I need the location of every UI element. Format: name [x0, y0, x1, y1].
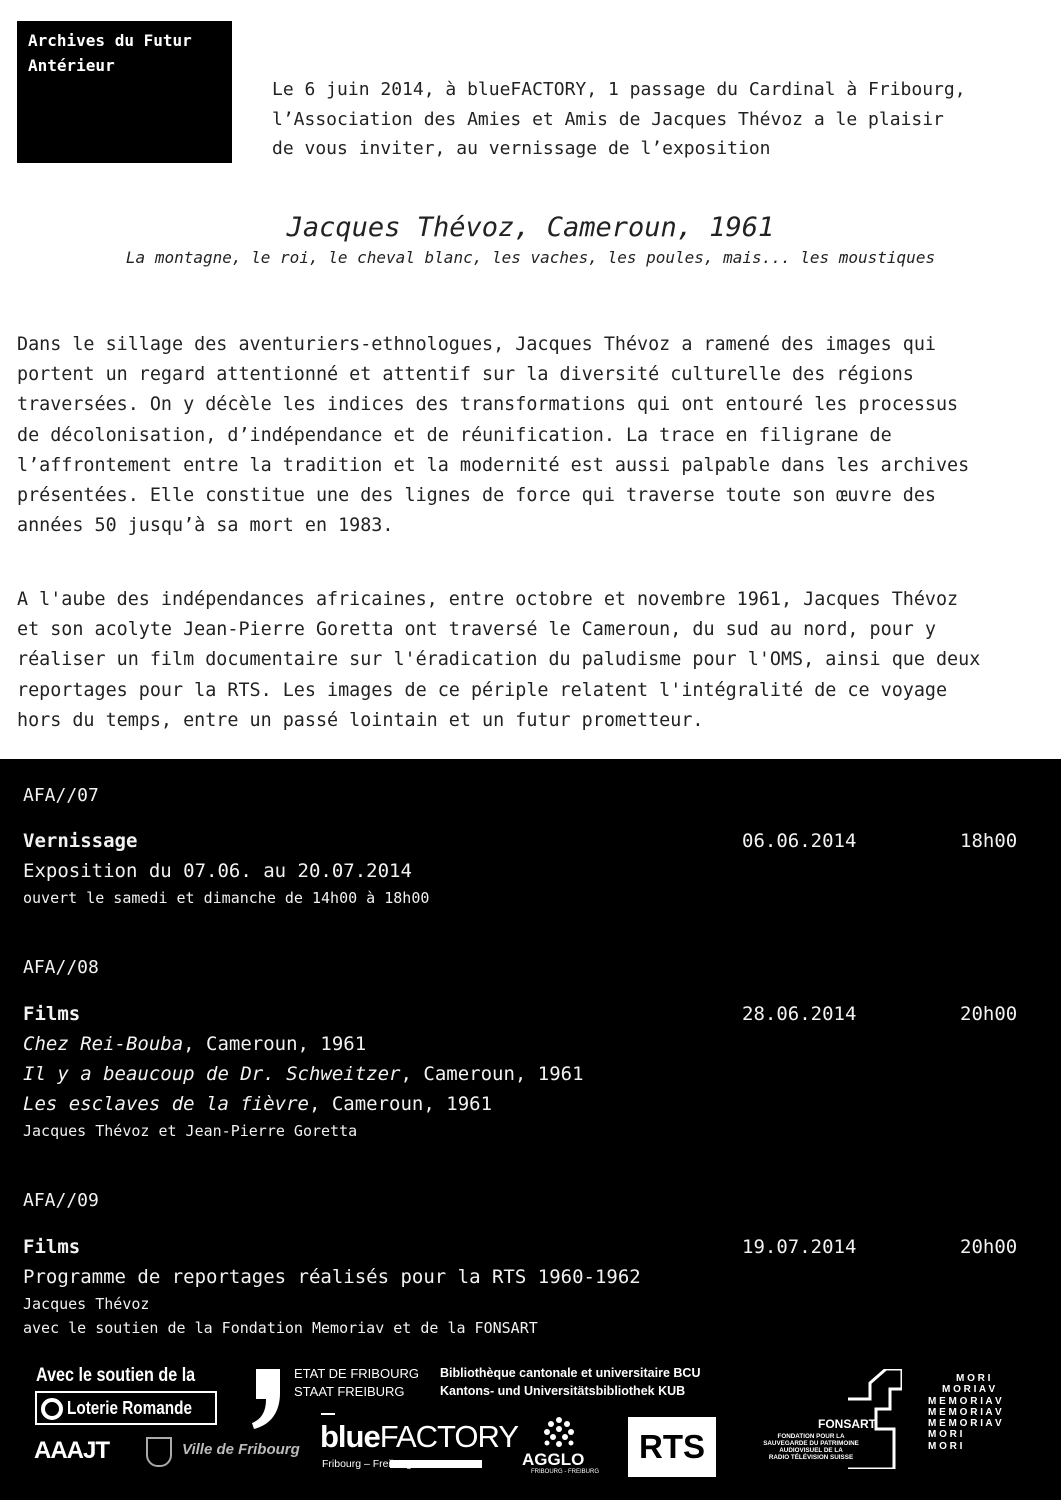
- paragraph-line: traversées. On y décèle les indices des transformations qui ont entouré les processus: [17, 394, 959, 416]
- intro-line-3: de vous inviter, au vernissage de l’exposition: [272, 138, 771, 159]
- brand-line-1: Archives du Futur: [28, 31, 192, 50]
- event-label: Films: [23, 1236, 81, 1258]
- memoriav-line: M E M O R I A V: [928, 1395, 1002, 1407]
- memoriav-line: M O R I: [956, 1373, 991, 1384]
- paragraph-2: [17, 585, 1057, 736]
- paragraph-line: A l'aube des indépendances africaines, entre octobre et novembre 1961, Jacques Thévoz: [17, 589, 959, 610]
- memoriav-line: M O R I: [928, 1429, 963, 1441]
- paragraph-line: l’affrontement entre la tradition et la modernité est aussi palpable dans les archives: [17, 454, 970, 476]
- film-item: [23, 1063, 584, 1085]
- ville-fribourg-logo: Ville de Fribourg: [182, 1441, 300, 1458]
- bcu-text-2: Kantons- und Universitätsbibliothek KUB: [440, 1384, 686, 1398]
- fonsart-sub-line: FONDATION POUR LA: [777, 1433, 845, 1440]
- event-credit: Jacques Thévoz: [23, 1295, 150, 1313]
- intro-line-2: l’Association des Amies et Amis de Jacques Thévoz a le plaisir: [272, 108, 944, 130]
- film-item: [23, 1033, 366, 1055]
- bluefactory-factory: FACTORY: [379, 1419, 519, 1454]
- event-date: 06.06.2014: [742, 830, 857, 852]
- event-label: Vernissage: [23, 830, 138, 852]
- fonsart-sub-line: SAUVEGARDE DU PATRIMOINE: [763, 1440, 859, 1447]
- memoriav-line: M O R I A V: [942, 1384, 996, 1396]
- paragraph-line: Dans le sillage des aventuriers-ethnologues, Jacques Thévoz a ramené des images qui: [17, 334, 936, 355]
- exhibition-title: Jacques Thévoz, Cameroun, 1961: [286, 212, 775, 243]
- event-code: AFA//07: [23, 785, 99, 806]
- agglo-logo: AGGLO: [522, 1450, 585, 1469]
- fonsart-sub: [746, 1433, 876, 1461]
- brand-line-2: Antérieur: [28, 56, 115, 75]
- bluefactory-blue: blue: [320, 1419, 380, 1454]
- paragraph-line: réaliser un film documentaire sur l'éradication du paludisme pour l'OMS, ainsi que deux: [17, 649, 981, 671]
- fonsart-logo: FONSART: [818, 1417, 876, 1431]
- intro-text: [272, 75, 1052, 164]
- paragraph-line: et son acolyte Jean-Pierre Goretta ont traversé le Cameroun, du sud au nord, pour y: [17, 619, 936, 641]
- etat-fribourg-text: ETAT DE FRIBOURG: [294, 1366, 419, 1381]
- soutien-text: Avec le soutien de la: [36, 1365, 196, 1386]
- film-title: Les esclaves de la fièvre: [23, 1093, 309, 1115]
- paragraph-1: [17, 330, 1057, 541]
- bluefactory-accent: [321, 1413, 335, 1415]
- event-support: avec le soutien de la Fondation Memoriav et de la FONSART: [23, 1319, 538, 1337]
- loterie-romande-logo: [35, 1391, 217, 1425]
- rts-logo: RTS: [628, 1417, 716, 1477]
- agglo-dots-icon: [542, 1417, 576, 1451]
- bcu-text-1: Bibliothèque cantonale et universitaire BCU: [440, 1366, 701, 1380]
- event-detail: Programme de reportages réalisés pour la RTS 1960-1962: [23, 1266, 641, 1288]
- film-item: [23, 1093, 492, 1115]
- fonsart-sub-line: AUDIOVISUEL DE LA: [779, 1447, 843, 1454]
- event-credit: Jacques Thévoz et Jean-Pierre Goretta: [23, 1122, 358, 1140]
- paragraph-line: portent un regard attentionné et attentif sur la diversité culturelle des régions: [17, 364, 914, 386]
- event-note: ouvert le samedi et dimanche de 14h00 à 18h00: [23, 889, 430, 907]
- agglo-sub: FRIBOURG - FREIBURG: [531, 1469, 600, 1475]
- film-info: , Cameroun, 1961: [183, 1033, 367, 1055]
- brand-box: [17, 21, 232, 163]
- paragraph-line: hors du temps, entre un passé lointain et un futur prometteur.: [17, 709, 704, 731]
- program-section: [0, 759, 1061, 1500]
- aaajt-logo: AAAJT: [34, 1437, 110, 1464]
- event-detail: Exposition du 07.06. au 20.07.2014: [23, 860, 412, 882]
- etat-fribourg-comma-icon: [250, 1369, 286, 1429]
- loterie-ring-icon: [41, 1398, 63, 1420]
- bluefactory-logo: [320, 1419, 518, 1455]
- fribourg-crest-icon: [146, 1437, 172, 1467]
- exhibition-subtitle: La montagne, le roi, le cheval blanc, les vaches, les poules, mais... les moustiques: [125, 248, 936, 267]
- film-title: Il y a beaucoup de Dr. Schweitzer: [23, 1063, 401, 1085]
- film-title: Chez Rei-Bouba: [23, 1033, 184, 1055]
- paragraph-line: années 50 jusqu’à sa mort en 1983.: [17, 515, 394, 537]
- event-code: AFA//09: [23, 1190, 99, 1211]
- event-date: 19.07.2014: [742, 1236, 857, 1258]
- staat-freiburg-text: STAAT FREIBURG: [294, 1384, 405, 1399]
- bluefactory-sub: Fribourg – Freiburg: [322, 1458, 412, 1470]
- paragraph-line: reportages pour la RTS. Les images de ce périple relatent l'intégralité de ce voyage: [17, 679, 948, 701]
- paragraph-line: de décolonisation, d’indépendance et de réunification. La trace en filigrane de: [17, 424, 892, 446]
- event-time: 20h00: [960, 1003, 1018, 1025]
- film-info: , Cameroun, 1961: [308, 1093, 493, 1115]
- intro-line-1: Le 6 juin 2014, à blueFACTORY, 1 passage du Cardinal à Fribourg,: [272, 79, 966, 100]
- event-date: 28.06.2014: [742, 1003, 857, 1025]
- event-label: Films: [23, 1003, 81, 1025]
- memoriav-line: M O R I: [928, 1440, 963, 1452]
- film-info: , Cameroun, 1961: [400, 1063, 584, 1085]
- fonsart-sub-line: RADIO TÉLÉVISION SUISSE: [768, 1454, 854, 1461]
- memoriav-line: M E M O R I A V: [928, 1406, 1002, 1418]
- memoriav-logo: [928, 1373, 1002, 1452]
- event-time: 18h00: [960, 830, 1018, 852]
- event-code: AFA//08: [23, 957, 99, 978]
- event-time: 20h00: [960, 1236, 1018, 1258]
- memoriav-line: M E M O R I A V: [928, 1418, 1002, 1430]
- loterie-text: Loterie Romande: [67, 1398, 192, 1418]
- paragraph-line: présentées. Elle constitue une des lignes de force qui traverse toute son œuvre des: [17, 485, 936, 507]
- sponsor-logos: [0, 1355, 1061, 1500]
